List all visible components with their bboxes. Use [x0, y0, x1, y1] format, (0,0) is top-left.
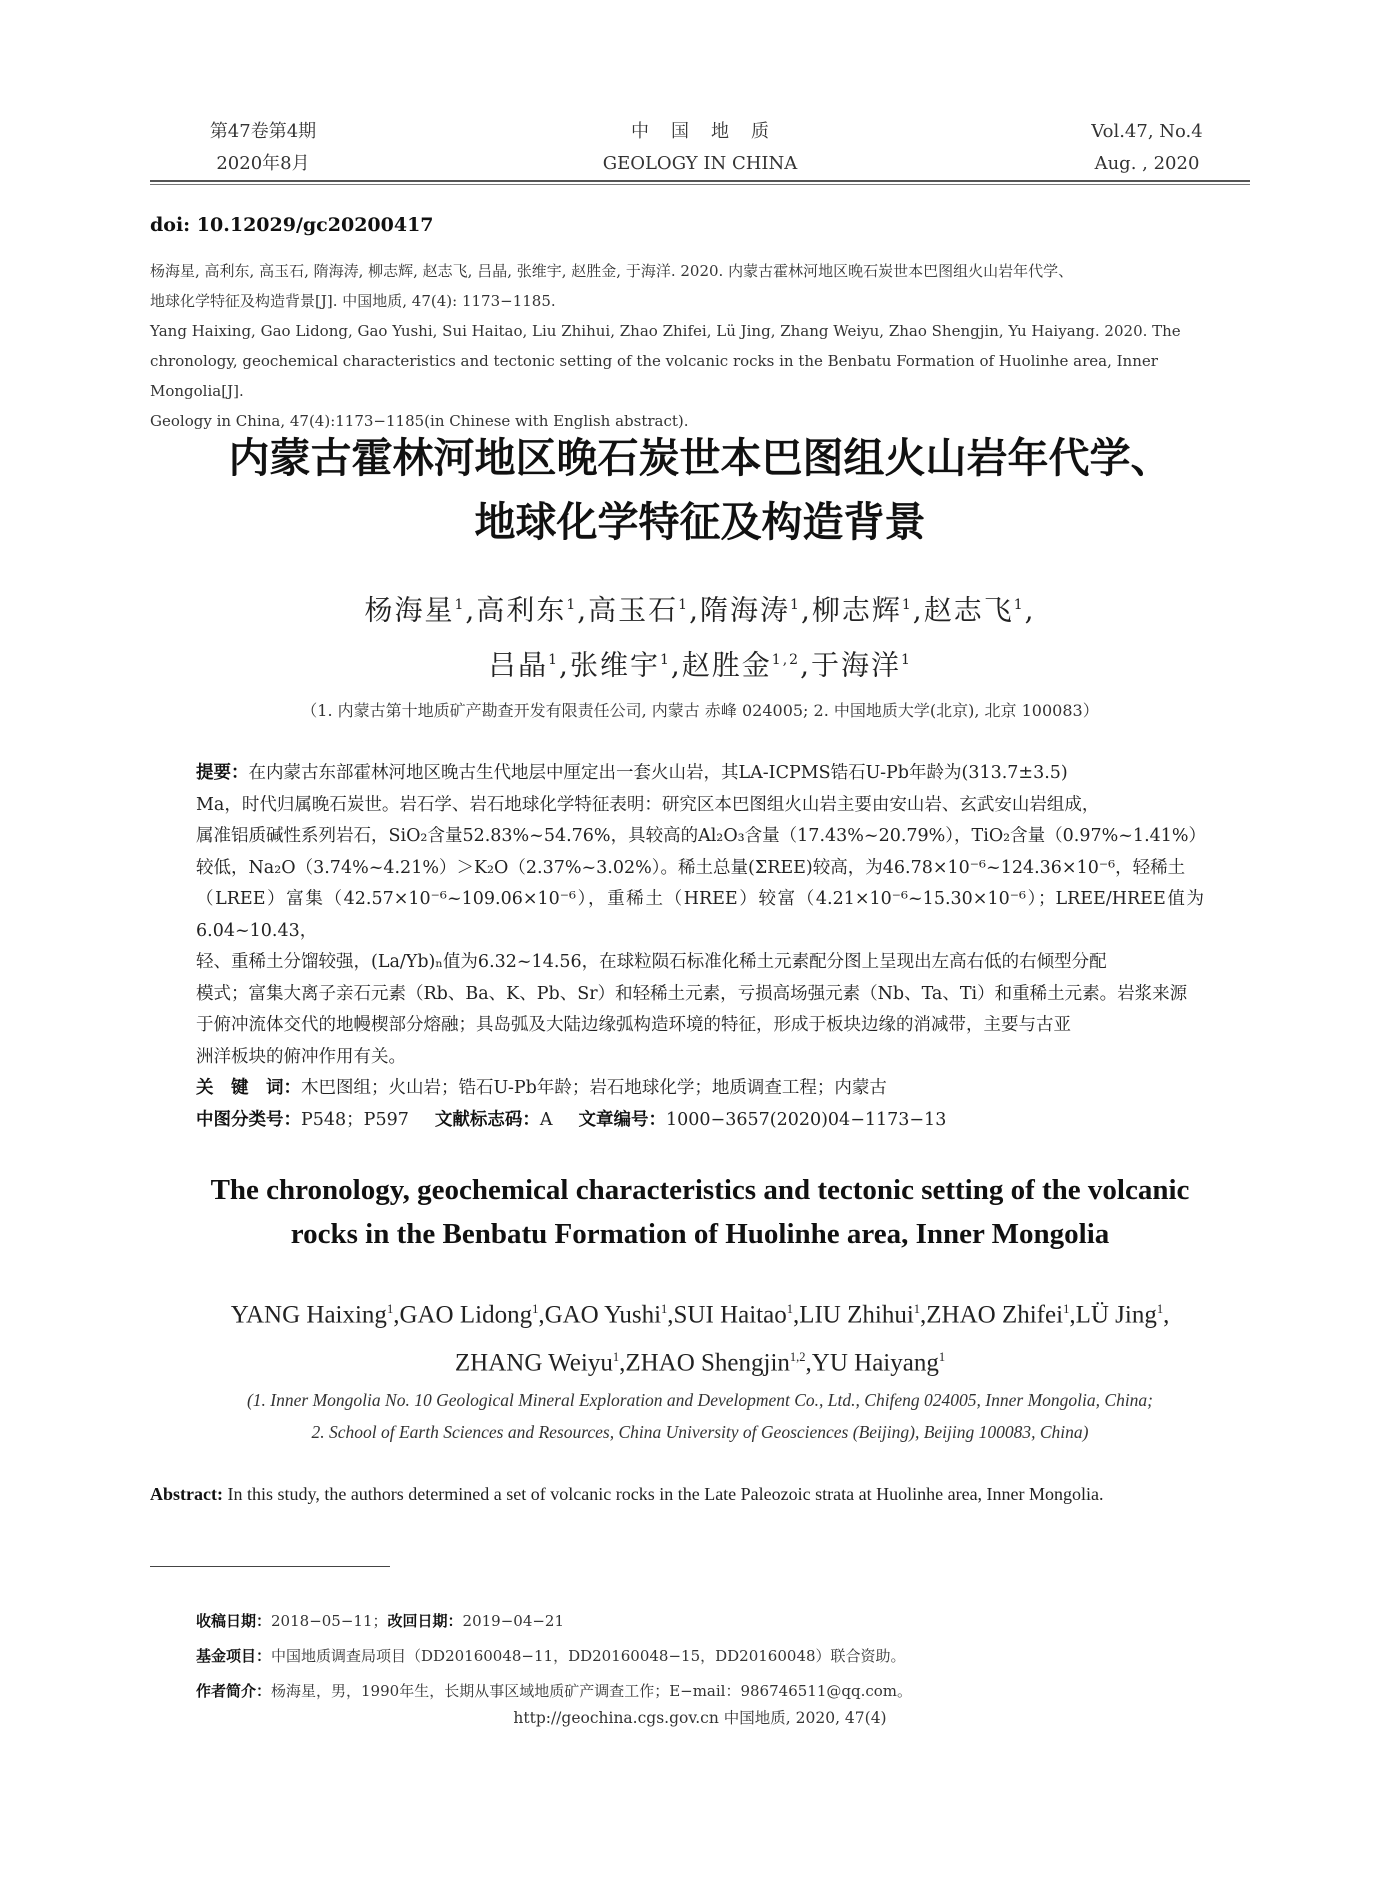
title-en: [130, 1168, 1270, 1256]
author-affil-mark: 1: [612, 1350, 620, 1365]
author-affil-mark: 1: [661, 1302, 668, 1316]
clc-label: 中图分类号：: [196, 1109, 301, 1130]
author-affil-mark: 1: [938, 1350, 946, 1365]
title-cn-line: 地球化学特征及构造背景: [474, 498, 926, 546]
header-journal-en: GEOLOGY IN CHINA: [602, 153, 798, 174]
title-cn: [90, 426, 1310, 554]
author-cn: 杨海星: [364, 593, 455, 627]
header-date-cn: 2020年8月: [216, 153, 310, 174]
author-en: ZHANG Weiyu: [454, 1349, 613, 1377]
affiliation-cn: （1. 内蒙古第十地质矿产勘查开发有限责任公司, 内蒙古 赤峰 024005; 2. 中国地质大学(北京), 北京 100083）: [301, 701, 1099, 720]
author-en: LIU Zhihui: [799, 1301, 914, 1329]
abstract-cn-line: Ma，时代归属晚石炭世。岩石学、岩石地球化学特征表明：研究区本巴图组火山岩主要由安山岩、玄武安山岩组成，: [196, 794, 1100, 815]
author-affil-mark: 1: [1013, 597, 1025, 613]
author-en: ZHAO Shengjin: [625, 1349, 790, 1377]
author-affil-mark: 1: [913, 1302, 921, 1316]
fund-label: 基金项目：: [196, 1647, 272, 1665]
author-cn: 于海洋: [810, 648, 901, 682]
article-number-value: 1000−3657(2020)04−1173−13: [666, 1109, 947, 1130]
title-en-line: rocks in the Benbatu Formation of Huolinhe area, Inner Mongolia: [290, 1218, 1110, 1250]
author-affil-mark: 1: [678, 597, 690, 613]
author-bio-text: 杨海星，男，1990年生，长期从事区域地质矿产调查工作；E−mail：986746511@qq.com。: [271, 1682, 912, 1700]
footnotes: [196, 1604, 1250, 1709]
abstract-cn-line: 较低，Na₂O（3.74%~4.21%）＞K₂O（2.37%~3.02%）。稀土总量(ΣREE)较高，为46.78×10⁻⁶~124.36×10⁻⁶，轻稀土: [196, 857, 1186, 878]
author-affil-mark: 1: [1063, 1302, 1070, 1316]
abstract-cn-line: （LREE）富集（42.57×10⁻⁶~109.06×10⁻⁶），重稀土（HREE）较富（4.21×10⁻⁶~15.30×10⁻⁶）；LREE/HREE值为6.04~10.43，: [196, 889, 1204, 941]
abstract-cn-text: 在内蒙古东部霍林河地区晚古生代地层中厘定出一套火山岩，其LA-ICPMS锆石U-Pb年龄为(313.7±3.5): [248, 763, 1068, 783]
author-affil-mark: 1: [786, 1302, 793, 1316]
abstract-cn-line: 模式；富集大离子亲石元素（Rb、Ba、K、Pb、Sr）和轻稀土元素，亏损高场强元素（Nb、Ta、Ti）和重稀土元素。岩浆来源: [196, 983, 1188, 1004]
author-en: SUI Haitao: [673, 1301, 787, 1329]
header-volume-cn: 第47卷第4期: [209, 121, 317, 142]
author-affil-mark: 1: [659, 652, 671, 669]
keywords-row: [196, 1073, 1204, 1105]
author-affil-mark: 1: [790, 597, 801, 613]
author-cn: 赵志飞: [923, 593, 1014, 627]
header-volume-en-block: [1082, 116, 1212, 180]
title-cn-line: 内蒙古霍林河地区晚石炭世本巴图组火山岩年代学、: [228, 434, 1172, 482]
running-header: [150, 116, 1250, 180]
abstract-cn-line: 轻、重稀土分馏较强，(La/Yb)ₙ值为6.32~14.56，在球粒陨石标准化稀土元素配分图上呈现出左高右低的右倾型分配: [196, 952, 1107, 972]
revised-date: 2019−04−21: [462, 1612, 565, 1630]
author-cn: 吕晶: [488, 648, 549, 682]
affiliation-en-line: 2. School of Earth Sciences and Resources, China University of Geosciences (Beijing), Beijing 100083, China): [311, 1422, 1089, 1442]
header-journal-cn: 中国地质: [631, 121, 791, 142]
author-affil-mark: 1: [901, 597, 913, 613]
author-cn: 赵胜金: [681, 648, 772, 682]
abstract-cn-line: [196, 758, 1204, 790]
author-cn: 柳志辉: [811, 593, 902, 627]
received-date: 2018−05−11；: [271, 1612, 388, 1630]
author-affil-mark: 1: [454, 597, 466, 613]
citation-en-line: chronology, geochemical characteristics and tectonic setting of the volcanic rocks in the Benbatu Formation of Huolinhe area, Inner Mongolia[J].: [150, 352, 1158, 400]
abstract-en-label: Abstract:: [150, 1484, 223, 1504]
footnote-dates: [196, 1604, 1250, 1639]
citation-cn-line: 地球化学特征及构造背景[J]. 中国地质, 47(4): 1173−1185.: [150, 292, 556, 310]
author-affil-mark: 1: [566, 597, 578, 613]
author-en: GAO Lidong: [399, 1301, 533, 1329]
abstract-cn-line: 洲洋板块的俯冲作用有关。: [196, 1046, 406, 1067]
citation-en-line: Yang Haixing, Gao Lidong, Gao Yushi, Sui Haitao, Liu Zhihui, Zhao Zhifei, Lü Jing, Zhang Weiyu, Zhao Shengjin, Yu Haiyang. 2020. The: [150, 322, 1181, 340]
affiliation-en: [150, 1384, 1250, 1448]
abstract-cn-line: 于俯冲流体交代的地幔楔部分熔融；具岛弧及大陆边缘弧构造环境的特征，形成于板块边缘的消减带，主要与古亚: [196, 1015, 1071, 1035]
author-cn: 高玉石: [588, 593, 679, 627]
abstract-en: [150, 1484, 1250, 1505]
author-affil-mark: 1: [386, 1302, 394, 1316]
authors-cn-line: 杨海星$^1$,高利东$^1$,高玉石$^1$,隋海涛$^1$,柳志辉$^1$,赵志飞$^1$,: [364, 593, 1036, 627]
author-affil-mark: 1: [900, 652, 912, 669]
abstract-cn-label: 提要：: [196, 763, 249, 783]
authors-en-line: ZHANG Weiyu$^1$,ZHAO Shengjin$^{1,2}$,YU Haiyang$^1$: [454, 1349, 946, 1377]
classification-row: [196, 1105, 1204, 1137]
fund-text: 中国地质调查局项目（DD20160048−11，DD20160048−15，DD20160048）联合资助。: [271, 1647, 906, 1665]
author-bio-label: 作者简介：: [196, 1682, 272, 1700]
author-affil-mark: 1: [548, 652, 560, 669]
author-affil-mark: 1,2: [789, 1350, 806, 1365]
author-affil-mark: 1: [532, 1302, 539, 1316]
clc-value: P548；P597: [301, 1109, 409, 1130]
author-cn: 高利东: [476, 593, 567, 627]
footnote-author: [196, 1674, 1250, 1709]
doccode-label: 文献标志码：: [434, 1109, 540, 1130]
authors-cn-line: 吕晶$^1$,张维宇$^1$,赵胜金$^{1,2}$,于海洋$^1$: [488, 648, 912, 682]
keywords-text: 木巴图组；火山岩；锆石U-Pb年龄；岩石地球化学；地质调查工程；内蒙古: [301, 1078, 887, 1098]
author-affil-mark: 1: [1156, 1302, 1164, 1316]
title-en-line: The chronology, geochemical characteristics and tectonic setting of the volcanic: [210, 1174, 1190, 1206]
header-rule-thin: [150, 184, 1250, 185]
received-label: 收稿日期：: [196, 1612, 272, 1630]
authors-en: [150, 1288, 1250, 1385]
author-en: GAO Yushi: [544, 1301, 662, 1329]
article-number-label: 文章编号：: [578, 1109, 666, 1130]
author-en: YANG Haixing: [230, 1301, 387, 1329]
author-cn: 隋海涛: [700, 593, 791, 627]
authors-cn: [150, 580, 1250, 691]
affiliation-en-line: (1. Inner Mongolia No. 10 Geological Mineral Exploration and Development Co., Ltd., Chifeng 024005, Inner Mongolia, China;: [246, 1390, 1154, 1410]
header-date-en: Aug. , 2020: [1094, 153, 1200, 174]
revised-label: 改回日期：: [387, 1612, 463, 1630]
abstract-cn: [196, 758, 1207, 1136]
author-en: ZHAO Zhifei: [926, 1301, 1064, 1329]
keywords-label: 关 键 词：: [196, 1078, 301, 1098]
doi-line[interactable]: doi: 10.12029/gc20200417: [150, 214, 434, 236]
author-en: YU Haiyang: [811, 1349, 939, 1377]
abstract-en-text: In this study, the authors determined a set of volcanic rocks in the Late Paleozoic strata at Huolinhe area, Inner Mongolia.: [222, 1484, 1104, 1504]
citation-en-line: Geology in China, 47(4):1173−1185(in Chinese with English abstract).: [150, 412, 689, 430]
header-volume-en: Vol.47, No.4: [1091, 121, 1203, 142]
citation-block: [150, 256, 1250, 436]
author-cn: 张维宇: [569, 648, 660, 682]
header-rule-thick: [150, 180, 1250, 182]
journal-url-line[interactable]: http://geochina.cgs.gov.cn 中国地质, 2020, 47(4): [513, 1709, 887, 1727]
author-affil-mark: 1,2: [771, 652, 801, 669]
author-en: LÜ Jing: [1075, 1301, 1157, 1329]
abstract-cn-line: 属准铝质碱性系列岩石，SiO₂含量52.83%~54.76%，具较高的Al₂O₃含量（17.43%~20.79%），TiO₂含量（0.97%~1.41%）: [196, 826, 1207, 846]
citation-cn-line: 杨海星, 高利东, 高玉石, 隋海涛, 柳志辉, 赵志飞, 吕晶, 张维宇, 赵胜金, 于海洋. 2020. 内蒙古霍林河地区晚石炭世本巴图组火山岩年代学、: [150, 262, 1074, 280]
footnote-divider: [150, 1566, 390, 1567]
doccode-value: A: [539, 1109, 553, 1130]
footnote-fund: [196, 1639, 1250, 1674]
authors-en-line: YANG Haixing$^1$,GAO Lidong$^1$,GAO Yushi$^1$,SUI Haitao$^1$,LIU Zhihui$^1$,ZHAO Zhifei$^1$,LÜ Jing$^1$,: [230, 1301, 1170, 1329]
